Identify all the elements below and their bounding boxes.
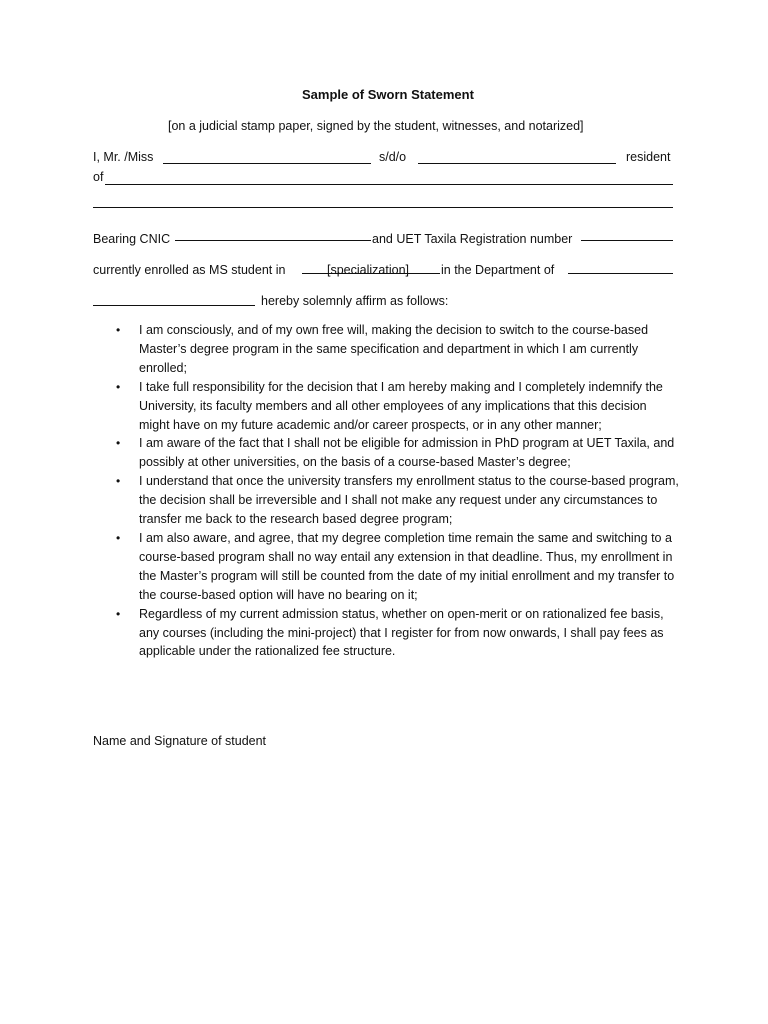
list-item: [116, 321, 679, 378]
list-item-text: I am also aware, and agree, that my degree completion time remain the same and switching to a course-based program shall no way entail any extension in that deadline. Thus, my enrollment in the Master’s program will still be counted from the date of my initial enrollment and my transfer to the course-based option will have no bearing on it;: [139, 530, 675, 602]
sdo-label: s/d/o: [379, 150, 407, 164]
department-blank-cont: [93, 305, 255, 306]
list-item: [116, 472, 679, 529]
document-title: Sample of Sworn Statement: [302, 87, 474, 102]
bullet-icon: •: [116, 474, 121, 489]
of-label: of: [93, 170, 104, 184]
resident-label: resident: [626, 150, 671, 164]
list-item: [116, 529, 679, 605]
name-blank: [163, 163, 371, 164]
list-item-text: I am consciously, and of my own free will, making the decision to switch to the course-based Master’s degree program in the same specification and department in which I am currently enrolled;: [139, 323, 649, 375]
bullet-icon: •: [116, 606, 121, 621]
registration-blank: [581, 240, 673, 241]
bullet-icon: •: [116, 436, 121, 451]
list-item-text: Regardless of my current admission status, whether on open-merit or on rationalized fee basis, any courses (including the mini-project) that I register for from now onwards, I shall pay fees as applicable under the rationalized fee structure.: [139, 606, 664, 659]
list-item-text: I take full responsibility for the decision that I am hereby making and I completely indemnify the University, its faculty members and all other employees of any implications that this decision might have on my future academic and/or career prospects, or in any other manner;: [139, 379, 663, 432]
list-item-text: I am aware of the fact that I shall not be eligible for admission in PhD program at UET Taxila, and possibly at other universities, on the basis of a course-based Master’s degree;: [139, 436, 675, 470]
signature-label: Name and Signature of student: [93, 734, 267, 748]
cnic-blank: [175, 240, 371, 241]
address-blank-2: [93, 207, 673, 208]
name-prefix-label: I, Mr. /Miss: [93, 150, 154, 164]
document-subtitle: [on a judicial stamp paper, signed by the student, witnesses, and notarized]: [168, 119, 584, 133]
enrolled-label: currently enrolled as MS student in: [93, 263, 286, 277]
parent-name-blank: [418, 163, 616, 164]
specialization-placeholder: [specialization]: [327, 263, 409, 277]
list-item-text: I understand that once the university transfers my enrollment status to the course-based program, the decision shall be irreversible and I shall not make any request under any circumstances to transfer me back to the research based degree program;: [139, 474, 679, 527]
bullet-icon: •: [116, 379, 121, 394]
registration-label: and UET Taxila Registration number: [372, 232, 573, 246]
bullet-icon: •: [116, 323, 121, 337]
department-label: in the Department of: [441, 263, 555, 277]
department-blank: [568, 273, 673, 274]
list-item: [116, 605, 679, 662]
affirmation-list: [116, 321, 679, 661]
affirm-text: hereby solemnly affirm as follows:: [261, 294, 449, 308]
list-item: [116, 434, 679, 472]
bullet-icon: •: [116, 530, 121, 545]
list-item: [116, 378, 679, 435]
address-blank-1: [105, 184, 673, 185]
cnic-label: Bearing CNIC: [93, 232, 171, 246]
